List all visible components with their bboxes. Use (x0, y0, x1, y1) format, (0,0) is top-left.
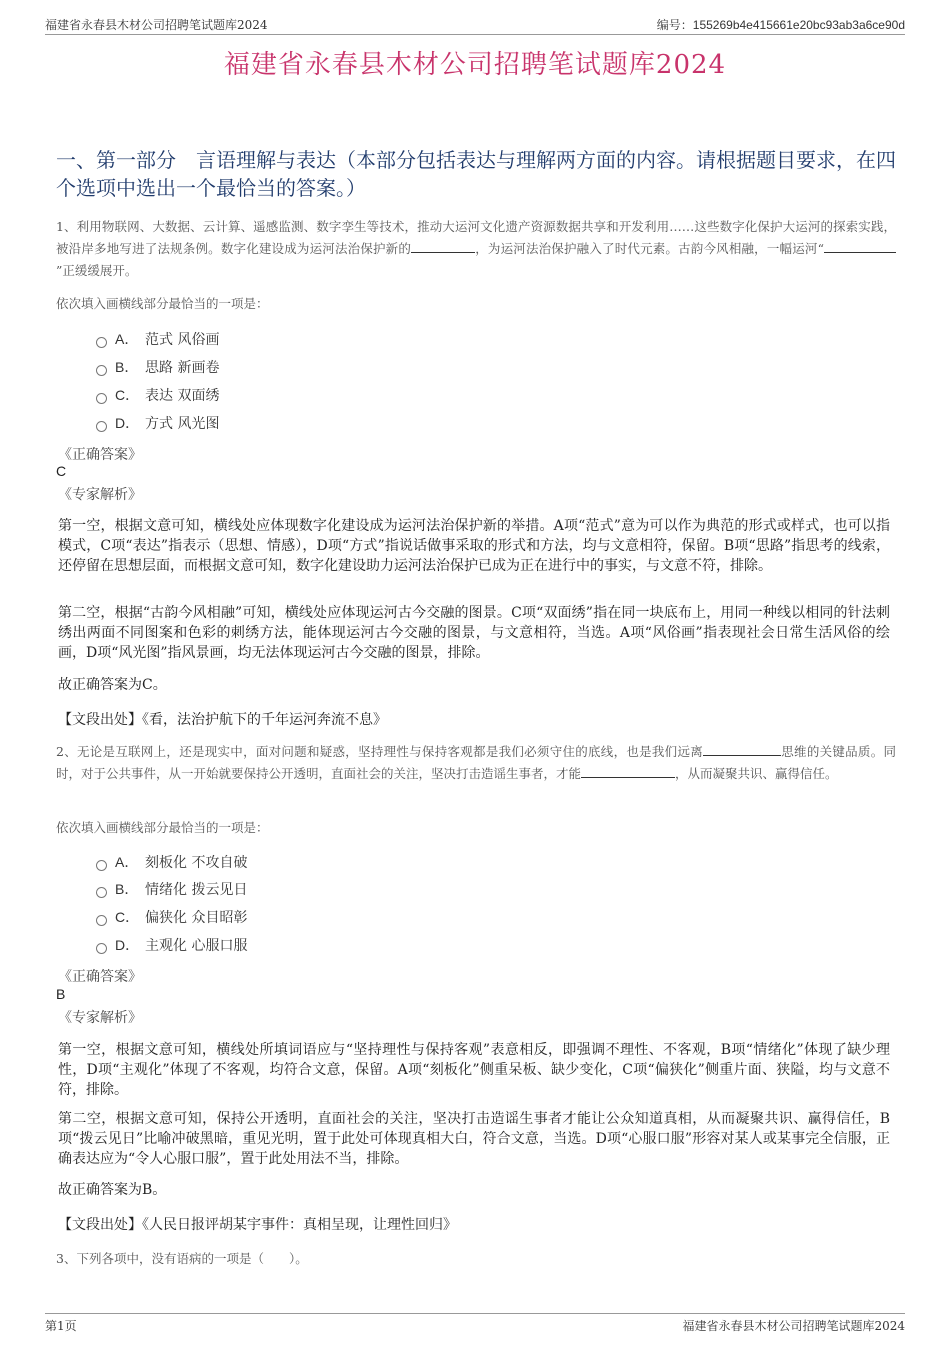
question-1-source: 【文段出处】《看，法治护航下的千年运河奔流不息》 (58, 712, 387, 728)
question-2-prompt: 依次填入画横线部分最恰当的一项是： (56, 820, 269, 835)
option-text: 刻板化 不攻自破 (145, 855, 248, 871)
question-1-stem-part-3: ”正缓缓展开。 (56, 263, 138, 278)
question-2-stem-part-3: ，从而凝聚共识、赢得信任。 (675, 766, 838, 781)
question-1-answer-label: 《正确答案》 (58, 447, 142, 463)
option-letter: D． (115, 415, 140, 431)
question-1-stem-part-2: ，为运河法治保护融入了时代元素。古韵今风相融，一幅运河“ (475, 241, 824, 256)
radio-icon[interactable] (96, 393, 107, 404)
question-2-conclusion: 故正确答案为B。 (58, 1182, 167, 1198)
question-2-option-d[interactable] (96, 935, 247, 955)
option-letter: C． (115, 909, 140, 925)
question-2-stem-part-2: 思维的关键品质。同时，对于公共事件，从一开始就要保持公开透明，直面社会的关注，坚决打击造谣生事者，才能 (56, 744, 896, 781)
footer-title: 福建省永春县木材公司招聘笔试题库2024 (682, 1319, 905, 1333)
option-text: 情绪化 拨云见日 (145, 882, 248, 898)
option-text: 方式 风光图 (145, 416, 220, 432)
question-2-option-b[interactable] (96, 879, 247, 899)
question-2-stem-part-1: 2、无论是互联网上，还是现实中，面对问题和疑惑，坚持理性与保持客观都是我们必须守住的底线，也是我们远离 (56, 744, 703, 759)
question-1-option-d[interactable] (96, 413, 219, 433)
option-letter: C． (115, 387, 140, 403)
radio-icon[interactable] (96, 421, 107, 432)
question-2-answer-label: 《正确答案》 (58, 969, 142, 985)
option-letter: D． (115, 937, 140, 953)
question-1-analysis-paragraph-1: 第一空，根据文意可知，横线处应体现数字化建设成为运河法治保护新的举措。A项“范式”意为可以作为典范的形式或样式，也可以指模式，C项“表达”指表示（思想、情感），D项“方式”指说话做事采取的形式和方法，均与文意相符，保留。B项“思路”指思考的线索，还停留在思想层面，而根据文意可知，数字化建设助力运河法治保护已成为正在进行中的事实，与文意不符，排除。 (58, 518, 890, 574)
option-text: 思路 新画卷 (145, 360, 220, 376)
document-title: 福建省永春县木材公司招聘笔试题库2024 (223, 50, 727, 80)
question-2-analysis-paragraph-1: 第一空，根据文意可知，横线处所填词语应与“坚持理性与保持客观”表意相反，即强调不理性、不客观，B项“情绪化”体现了缺少理性，D项“主观化”体现了不客观，均符合文意，保留。A项“刻板化”侧重呆板、缺少变化，C项“偏狭化”侧重片面、狭隘，均与文意不符，排除。 (58, 1042, 890, 1098)
question-2-source: 【文段出处】《人民日报评胡某宇事件：真相呈现，让理性回归》 (58, 1217, 457, 1233)
option-text: 偏狭化 众目昭彰 (145, 910, 248, 926)
question-2-stem (56, 741, 896, 785)
radio-icon[interactable] (96, 860, 107, 871)
question-2-blank-2 (581, 765, 675, 778)
question-2-blank-1 (703, 743, 781, 756)
question-2-analysis-label: 《专家解析》 (58, 1010, 142, 1026)
header-title: 福建省永春县木材公司招聘笔试题库2024 (45, 18, 268, 32)
radio-icon[interactable] (96, 365, 107, 376)
question-1-analysis-paragraph-2: 第二空，根据“古韵今风相融”可知，横线处应体现运河古今交融的图景。C项“双面绣”指在同一块底布上，用同一种线以相同的针法刺绣出两面不同图案和色彩的刺绣方法，能体现运河古今交融的图景，与文意相符，当选。A项“风俗画”指表现社会日常生活风俗的绘画，D项“风光图”指风景画，均无法体现运河古今交融的图景，排除。 (58, 605, 890, 661)
header-serial-label: 编号： (656, 18, 693, 32)
question-1-conclusion: 故正确答案为C。 (58, 677, 167, 693)
page-header (45, 14, 905, 35)
question-1-option-b[interactable] (96, 357, 219, 377)
option-text: 主观化 心服口服 (145, 938, 248, 954)
question-2-answer: B (56, 986, 66, 1002)
radio-icon[interactable] (96, 943, 107, 954)
radio-icon[interactable] (96, 887, 107, 898)
question-2-option-c[interactable] (96, 907, 247, 927)
question-3-stem: 3、下列各项中，没有语病的一项是（ ）。 (56, 1251, 308, 1266)
header-serial (657, 16, 905, 33)
question-1-blank-2 (824, 240, 896, 253)
option-letter: B． (115, 881, 139, 897)
question-1-analysis-label: 《专家解析》 (58, 487, 142, 503)
question-1-option-c[interactable] (96, 385, 219, 405)
option-letter: A． (115, 854, 139, 870)
option-letter: B． (115, 359, 139, 375)
section-heading: 一、第一部分 言语理解与表达（本部分包括表达与理解两方面的内容。请根据题目要求，在四个选项中选出一个最恰当的答案。） (56, 148, 896, 200)
question-1-blank-1 (411, 240, 475, 253)
option-text: 表达 双面绣 (145, 388, 220, 404)
question-1-prompt: 依次填入画横线部分最恰当的一项是： (56, 296, 269, 311)
option-text: 范式 风俗画 (145, 332, 220, 348)
radio-icon[interactable] (96, 337, 107, 348)
question-2-option-a[interactable] (96, 852, 247, 872)
question-1-answer: C (56, 463, 67, 479)
radio-icon[interactable] (96, 915, 107, 926)
option-letter: A． (115, 331, 139, 347)
question-1-stem-part-1: 1、利用物联网、大数据、云计算、遥感监测、数字孪生等技术，推动大运河文化遗产资源数据共享和开发利用……这些数字化保护大运河的探索实践，被沿岸多地写进了法规条例。数字化建设成为运河法治保护新的 (56, 219, 896, 256)
question-1-stem (56, 216, 896, 282)
question-2-analysis-paragraph-2: 第二空，根据文意可知，保持公开透明，直面社会的关注，坚决打击造谣生事者才能让公众知道真相，从而凝聚共识、赢得信任，B项“拨云见日”比喻冲破黑暗，重见光明，置于此处可体现真相大白，符合文意，当选。D项“心服口服”形容对某人或某事完全信服，正确表达应为“令人心服口服”，置于此处用法不当，排除。 (58, 1111, 890, 1167)
header-serial-code: 155269b4e415661e20bc93ab3a6ce90d (692, 18, 905, 32)
footer-page-number: 第1页 (45, 1319, 77, 1333)
page-footer (45, 1313, 905, 1336)
question-1-option-a[interactable] (96, 329, 219, 349)
